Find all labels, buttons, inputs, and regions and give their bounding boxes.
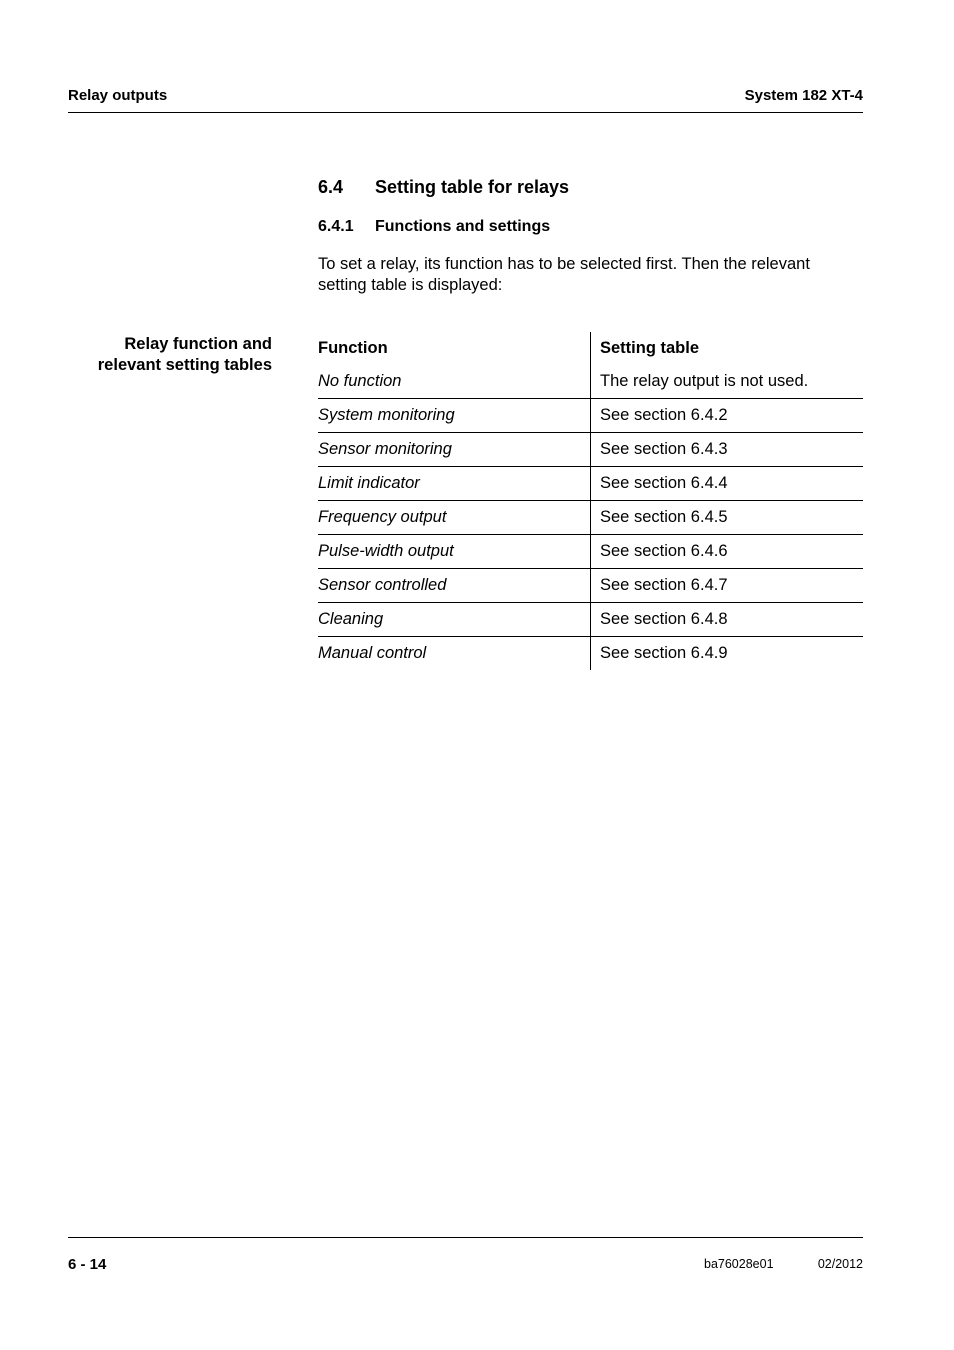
table-row bbox=[318, 535, 863, 569]
function-cell: Sensor monitoring bbox=[318, 433, 591, 467]
function-cell: Frequency output bbox=[318, 501, 591, 535]
table-header-row bbox=[318, 332, 863, 365]
margin-note-line-2: relevant setting tables bbox=[97, 356, 272, 374]
function-cell: Limit indicator bbox=[318, 467, 591, 501]
margin-note bbox=[60, 334, 272, 376]
column-header-setting-table: Setting table bbox=[600, 339, 700, 357]
setting-table-cell: See section 6.4.7 bbox=[591, 569, 864, 603]
setting-table-cell: See section 6.4.2 bbox=[591, 399, 864, 433]
function-cell: Manual control bbox=[318, 637, 591, 671]
function-cell: Cleaning bbox=[318, 603, 591, 637]
section-title: Setting table for relays bbox=[375, 177, 570, 197]
footer-rule bbox=[68, 1237, 863, 1238]
function-cell: No function bbox=[318, 365, 591, 399]
table-row bbox=[318, 399, 863, 433]
function-cell: Pulse-width output bbox=[318, 535, 591, 569]
setting-table-cell: See section 6.4.3 bbox=[591, 433, 864, 467]
column-header-function: Function bbox=[318, 332, 591, 365]
document-id: ba76028e01 bbox=[704, 1257, 774, 1271]
header-product-name: System 182 XT-4 bbox=[744, 87, 863, 104]
table-row bbox=[318, 569, 863, 603]
setting-table-cell: The relay output is not used. bbox=[591, 365, 864, 399]
margin-note-line-1: Relay function and bbox=[124, 335, 272, 353]
publication-date: 02/2012 bbox=[817, 1257, 863, 1271]
subsection-title: Functions and settings bbox=[375, 218, 551, 235]
table-row bbox=[318, 637, 863, 671]
table-row bbox=[318, 365, 863, 399]
table-row bbox=[318, 603, 863, 637]
page-number: 6 - 14 bbox=[68, 1256, 107, 1273]
table-row bbox=[318, 433, 863, 467]
setting-table-cell: See section 6.4.5 bbox=[591, 501, 864, 535]
header-chapter-title: Relay outputs bbox=[68, 87, 168, 104]
subsection-number: 6.4.1 bbox=[318, 218, 354, 235]
setting-table-cell: See section 6.4.9 bbox=[600, 644, 728, 662]
table-row bbox=[318, 501, 863, 535]
header-rule bbox=[68, 112, 863, 113]
setting-table-cell: See section 6.4.6 bbox=[591, 535, 864, 569]
setting-table-cell: See section 6.4.8 bbox=[591, 603, 864, 637]
table-row bbox=[318, 467, 863, 501]
function-cell: System monitoring bbox=[318, 399, 591, 433]
setting-table-cell: See section 6.4.4 bbox=[591, 467, 864, 501]
section-number: 6.4 bbox=[318, 177, 344, 197]
relay-function-table bbox=[318, 332, 863, 670]
function-cell: Sensor controlled bbox=[318, 569, 591, 603]
intro-paragraph: To set a relay, its function has to be selected first. Then the relevant setting table is displayed: bbox=[318, 255, 810, 294]
